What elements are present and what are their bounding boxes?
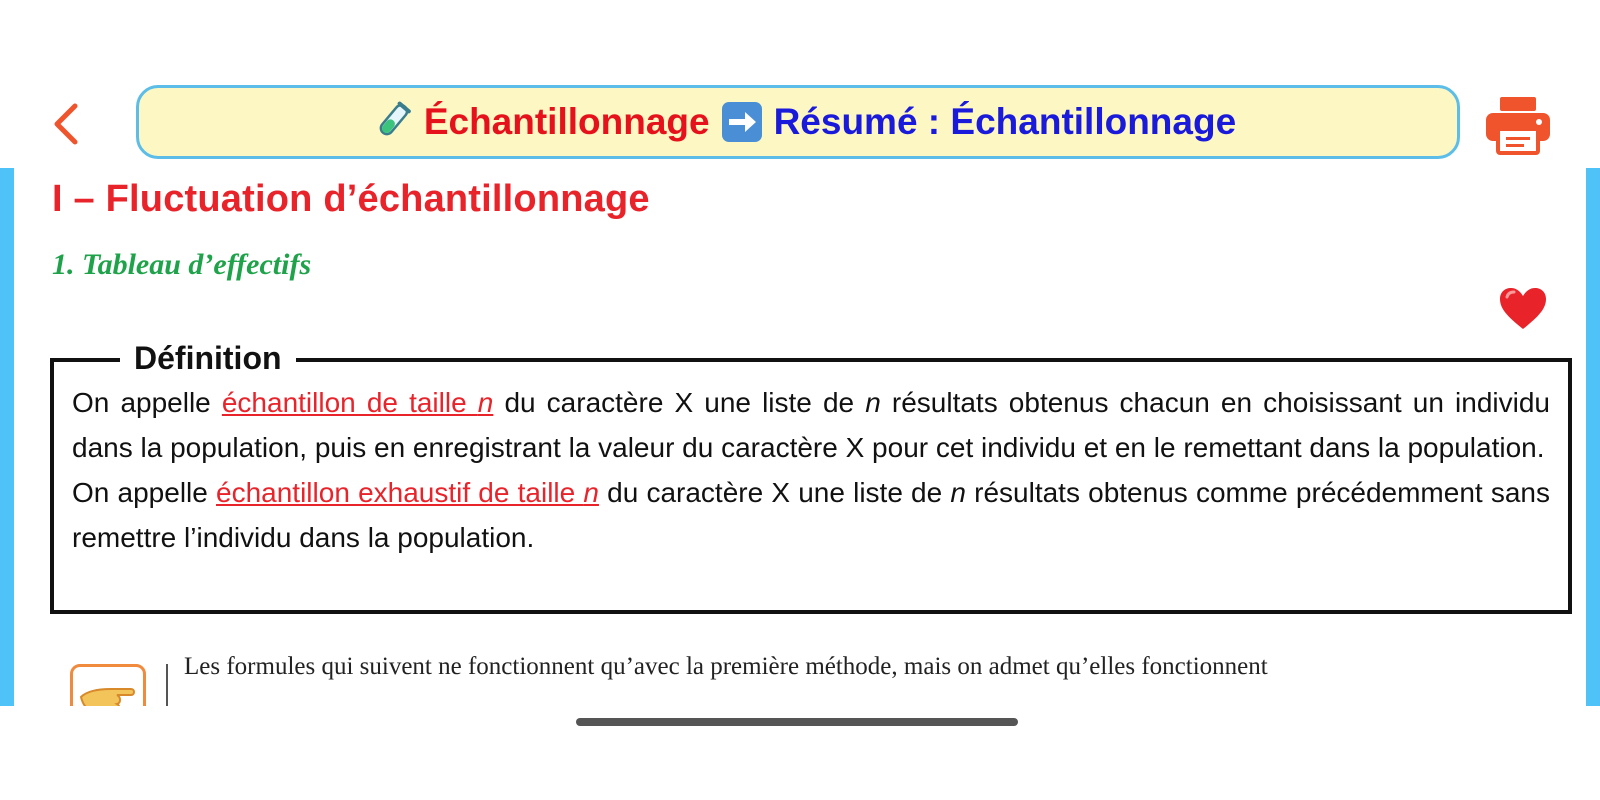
favorite-button[interactable]: [1498, 286, 1548, 332]
term-exhaustive-sample: [216, 477, 599, 508]
text-run: résultats obtenus chacun en choisissant un individu dans la population, puis en enregistrant la valeur du caractère X pour cet individu et en le remettant dans la population.: [72, 387, 1550, 463]
definition-label: Définition: [120, 336, 296, 380]
variable-n: n: [950, 477, 966, 508]
text-run: du caractère X une liste de: [493, 387, 866, 418]
text-run: résultats obtenus comme précédemment sans remettre l’individu dans la population.: [72, 477, 1550, 553]
term-text: échantillon exhaustif de taille: [216, 477, 584, 508]
back-button[interactable]: [44, 100, 88, 148]
lesson-title: Résumé : Échantillonnage: [773, 101, 1237, 142]
section-title: I – Fluctuation d’échantillonnage: [52, 178, 650, 220]
printer-icon: [1484, 95, 1552, 155]
document-view[interactable]: [14, 168, 1586, 706]
print-button[interactable]: [1484, 95, 1552, 155]
lesson-title-bar: [136, 85, 1460, 159]
left-side-bar: [0, 168, 14, 706]
chevron-left-icon: [51, 102, 81, 146]
term-sample-size-n: [222, 387, 493, 418]
right-side-bar: [1586, 168, 1600, 706]
text-run: du caractère X une liste de: [598, 477, 951, 508]
test-tube-icon: [370, 100, 414, 144]
definition-box: [50, 340, 1572, 614]
term-text: échantillon de taille: [221, 387, 478, 418]
variable-n: n: [865, 387, 881, 418]
subsection-title: 1. Tableau d’effectifs: [52, 248, 312, 281]
heart-icon: [1498, 286, 1548, 332]
arrow-right-icon: [720, 100, 764, 144]
chapter-title: Échantillonnage: [423, 101, 710, 142]
pointing-hand-icon: [70, 664, 146, 706]
definition-paragraph-1: [72, 380, 1550, 470]
variable-n: n: [583, 477, 599, 508]
note-text: Les formules qui suivent ne fonctionnent qu’avec la première méthode, mais on admet qu’elles fonctionnent: [184, 653, 1268, 680]
definition-paragraph-2: [72, 470, 1550, 560]
text-run: On appelle: [72, 477, 217, 508]
variable-n: n: [477, 387, 494, 418]
note-divider: [166, 664, 168, 706]
text-run: On appelle: [72, 387, 222, 418]
home-indicator[interactable]: [576, 718, 1018, 726]
